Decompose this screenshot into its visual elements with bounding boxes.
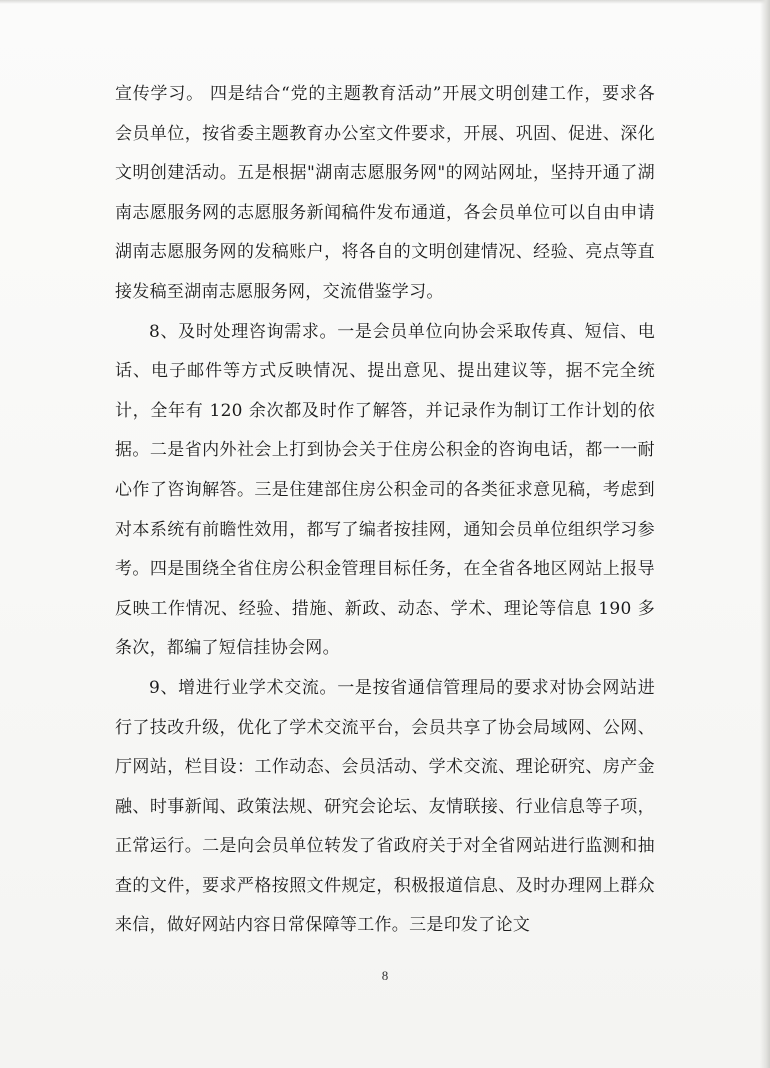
scan-edge-top [0, 0, 770, 4]
scan-edge-right [760, 0, 770, 1068]
paragraph-item-8: 8、及时处理咨询需求。一是会员单位向协会采取传真、短信、电话、电子邮件等方式反映情况、提出意见、提出建议等，据不完全统计，全年有 120 余次都及时作了解答，并记录作为制订工作计划的依据。二是省内外社会上打到协会关于住房公积金的咨询电话，都一一耐心作了咨询解答。三是住建部住房公积金司的各类征求意见稿，考虑到对本系统有前瞻性效用，都写了编者按挂网，通知会员单位组织学习参考。四是围绕全省住房公积金管理目标任务，在全省各地区网站上报导反映工作情况、经验、措施、新政、动态、学术、理论等信息 190 多条次，都编了短信挂协会网。 [115, 321, 655, 659]
paragraph-continuation: 宣传学习。 四是结合“党的主题教育活动”开展文明创建工作，要求各会员单位，按省委主题教育办公室文件要求，开展、巩固、促进、深化文明创建活动。五是根据"湖南志愿服务网"的网站网址，坚持开通了湖南志愿服务网的志愿服务新闻稿件发布通道，各会员单位可以自由申请湖南志愿服务网的发稿账户，将各自的文明创建情况、经验、亮点等直接发稿至湖南志愿服务网，交流借鉴学习。 [115, 84, 655, 302]
page-number: 8 [381, 968, 389, 983]
paragraph-item-9: 9、增进行业学术交流。一是按省通信管理局的要求对协会网站进行了技改升级，优化了学术交流平台，会员共享了协会局域网、公网、厅网站，栏目设：工作动态、会员活动、学术交流、理论研究、房产金融、时事新闻、政策法规、研究会论坛、友情联接、行业信息等子项，正常运行。二是向会员单位转发了省政府关于对全省网站进行监测和抽查的文件，要求严格按照文件规定，积极报道信息、及时办理网上群众来信，做好网站内容日常保障等工作。三是印发了论文 [115, 677, 655, 936]
body-text [115, 75, 655, 946]
